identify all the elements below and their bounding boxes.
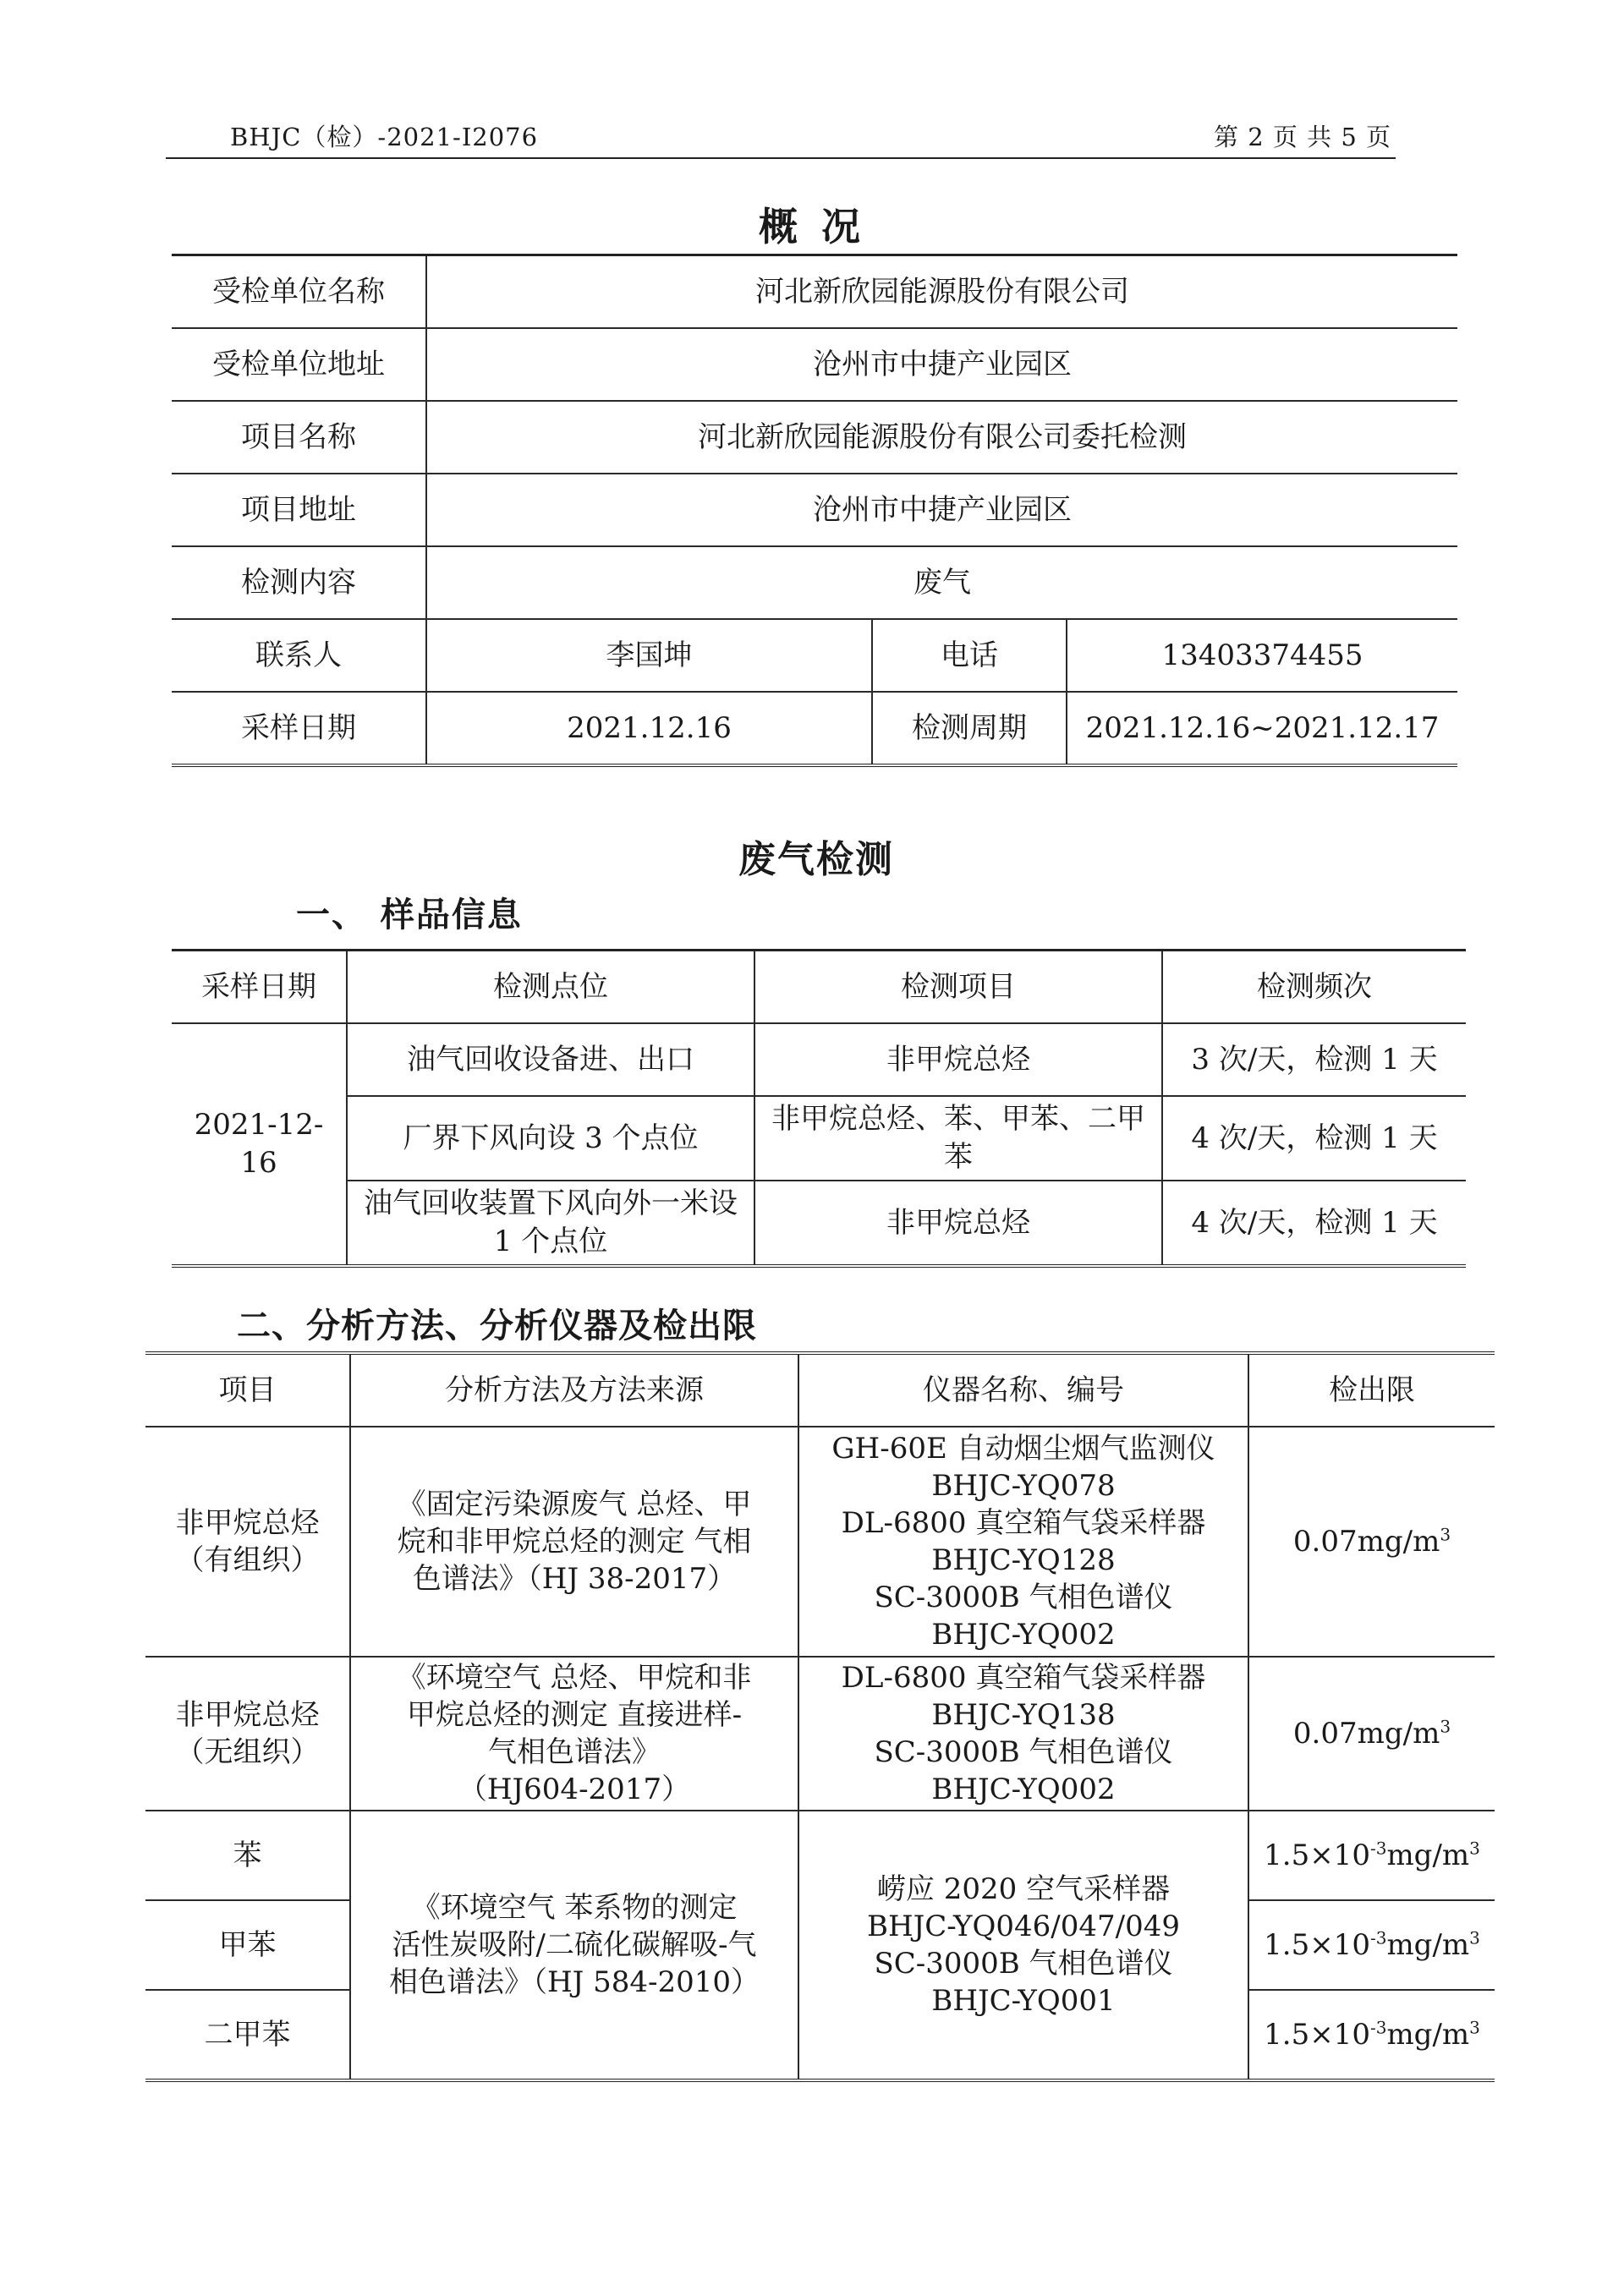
- method-item: [145, 1657, 350, 1811]
- sample-point: 油气回收设备进、出口: [347, 1023, 754, 1096]
- period-label: 检测周期: [872, 692, 1067, 765]
- method-item: 甲苯: [145, 1900, 350, 1990]
- method-line: 相色谱法》（HJ 584-2010）: [389, 1965, 760, 1999]
- page-number: 第 2 页 共 5 页: [1214, 123, 1391, 151]
- column-header: 分析方法及方法来源: [350, 1353, 798, 1427]
- row-value: 河北新欣园能源股份有限公司: [426, 255, 1457, 329]
- table-header-row: [172, 951, 1466, 1024]
- method-line: 色谱法》（HJ 38-2017）: [412, 1562, 737, 1596]
- overview-table: [172, 254, 1457, 767]
- phone-value: 13403374455: [1067, 619, 1457, 692]
- period-value: 2021.12.16~2021.12.17: [1067, 692, 1457, 765]
- contact-label: 联系人: [172, 619, 426, 692]
- row-label: 项目名称: [172, 401, 426, 474]
- method-line: 《环境空气 苯系物的测定: [411, 1891, 738, 1925]
- row-label: 检测内容: [172, 546, 426, 619]
- sample-date: 2021-12-16: [172, 1023, 347, 1266]
- row-value: 河北新欣园能源股份有限公司委托检测: [426, 401, 1457, 474]
- column-header: 检测项目: [754, 951, 1162, 1024]
- method-line: 烷和非甲烷总烃的测定 气相: [397, 1525, 752, 1559]
- document-id: BHJC（检）-2021-I2076: [230, 123, 539, 151]
- detection-limit: $1.5\times 10^{-3}mg/m^3$: [1248, 1900, 1495, 1990]
- method-source: [350, 1657, 798, 1811]
- overview-title: 概 况: [758, 204, 865, 249]
- instrument-line: BHJC-YQ128: [931, 1543, 1116, 1577]
- sample-item: 非甲烷总烃、苯、甲苯、二甲苯: [754, 1096, 1162, 1181]
- row-value: 沧州市中捷产业园区: [426, 328, 1457, 401]
- table-row: [172, 474, 1457, 546]
- table-row: [172, 328, 1457, 401]
- column-header: 检出限: [1248, 1353, 1495, 1427]
- table-row: [145, 1811, 1495, 1900]
- instrument-line: BHJC-YQ002: [931, 1773, 1116, 1806]
- sample-frequency: 3 次/天，检测 1 天: [1162, 1023, 1466, 1096]
- table-row: [172, 1096, 1466, 1181]
- methods-table: [145, 1351, 1495, 2082]
- detection-limit: $1.5\times 10^{-3}mg/m^3$: [1248, 1811, 1495, 1900]
- sample-item: 非甲烷总烃: [754, 1181, 1162, 1266]
- instrument-line: DL-6800 真空箱气袋采样器: [841, 1661, 1206, 1695]
- instrument-line: SC-3000B 气相色谱仪: [874, 1581, 1173, 1614]
- section-methods-title: 二、分析方法、分析仪器及检出限: [237, 1307, 757, 1345]
- method-source: [350, 1427, 798, 1657]
- date-value: 2021.12.16: [426, 692, 872, 765]
- method-line: 《环境空气 总烃、甲烷和非: [397, 1661, 752, 1695]
- item-line: 非甲烷总烃: [175, 1506, 320, 1540]
- contact-value: 李国坤: [426, 619, 872, 692]
- instrument-line: BHJC-YQ138: [931, 1698, 1116, 1732]
- method-line: 《固定污染源废气 总烃、甲: [397, 1488, 752, 1521]
- date-label: 采样日期: [172, 692, 426, 765]
- instrument-line: SC-3000B 气相色谱仪: [874, 1735, 1173, 1769]
- method-source: [350, 1811, 798, 2080]
- method-line: （HJ604-2017）: [458, 1773, 691, 1806]
- row-label: 项目地址: [172, 474, 426, 546]
- table-row: [145, 1657, 1495, 1811]
- column-header: 检测频次: [1162, 951, 1466, 1024]
- section-sample-info-title: 一、 样品信息: [296, 896, 523, 934]
- table-row: [172, 255, 1457, 329]
- detection-limit: $0.07mg/m^3$: [1248, 1657, 1495, 1811]
- method-item: 苯: [145, 1811, 350, 1900]
- item-line: （无组织）: [175, 1735, 320, 1769]
- sample-point: 厂界下风向设 3 个点位: [347, 1096, 754, 1181]
- detection-limit: $0.07mg/m^3$: [1248, 1427, 1495, 1657]
- sample-item: 非甲烷总烃: [754, 1023, 1162, 1096]
- instrument-line: BHJC-YQ078: [931, 1469, 1116, 1503]
- table-row: [145, 1427, 1495, 1657]
- method-line: 甲烷总烃的测定 直接进样-: [406, 1698, 743, 1732]
- method-line: 活性炭吸附/二硫化碳解吸-气: [392, 1928, 757, 1962]
- table-row: [172, 1181, 1466, 1266]
- instrument-line: BHJC-YQ001: [931, 1984, 1116, 2018]
- item-line: （有组织）: [175, 1543, 320, 1577]
- table-row: [172, 692, 1457, 765]
- table-row: [172, 546, 1457, 619]
- method-item: 二甲苯: [145, 1990, 350, 2080]
- header-rule: [166, 157, 1396, 159]
- column-header: 检测点位: [347, 951, 754, 1024]
- method-item: [145, 1427, 350, 1657]
- column-header: 采样日期: [172, 951, 347, 1024]
- table-row: [172, 401, 1457, 474]
- table-header-row: [145, 1353, 1495, 1427]
- row-label: 受检单位名称: [172, 255, 426, 329]
- row-value: 废气: [426, 546, 1457, 619]
- instrument-list: [798, 1811, 1248, 2080]
- instrument-list: [798, 1657, 1248, 1811]
- instrument-line: GH-60E 自动烟尘烟气监测仪: [831, 1432, 1215, 1466]
- item-line: 非甲烷总烃: [175, 1698, 320, 1732]
- instrument-line: DL-6800 真空箱气袋采样器: [841, 1506, 1206, 1540]
- table-row: [172, 619, 1457, 692]
- instrument-list: [798, 1427, 1248, 1657]
- method-line: 气相色谱法》: [488, 1735, 661, 1769]
- waste-gas-title: 废气检测: [738, 838, 894, 881]
- column-header: 仪器名称、编号: [798, 1353, 1248, 1427]
- phone-label: 电话: [872, 619, 1067, 692]
- column-header: 项目: [145, 1353, 350, 1427]
- sample-info-table: [172, 949, 1466, 1268]
- instrument-line: BHJC-YQ002: [931, 1618, 1116, 1652]
- table-row: [172, 1023, 1466, 1096]
- instrument-line: BHJC-YQ046/047/049: [867, 1910, 1180, 1943]
- instrument-line: SC-3000B 气相色谱仪: [874, 1947, 1173, 1981]
- sample-point: 油气回收装置下风向外一米设 1 个点位: [347, 1181, 754, 1266]
- sample-frequency: 4 次/天，检测 1 天: [1162, 1181, 1466, 1266]
- row-value: 沧州市中捷产业园区: [426, 474, 1457, 546]
- row-label: 受检单位地址: [172, 328, 426, 401]
- sample-frequency: 4 次/天，检测 1 天: [1162, 1096, 1466, 1181]
- instrument-line: 崂应 2020 空气采样器: [876, 1872, 1171, 1906]
- detection-limit: $1.5\times 10^{-3}mg/m^3$: [1248, 1990, 1495, 2080]
